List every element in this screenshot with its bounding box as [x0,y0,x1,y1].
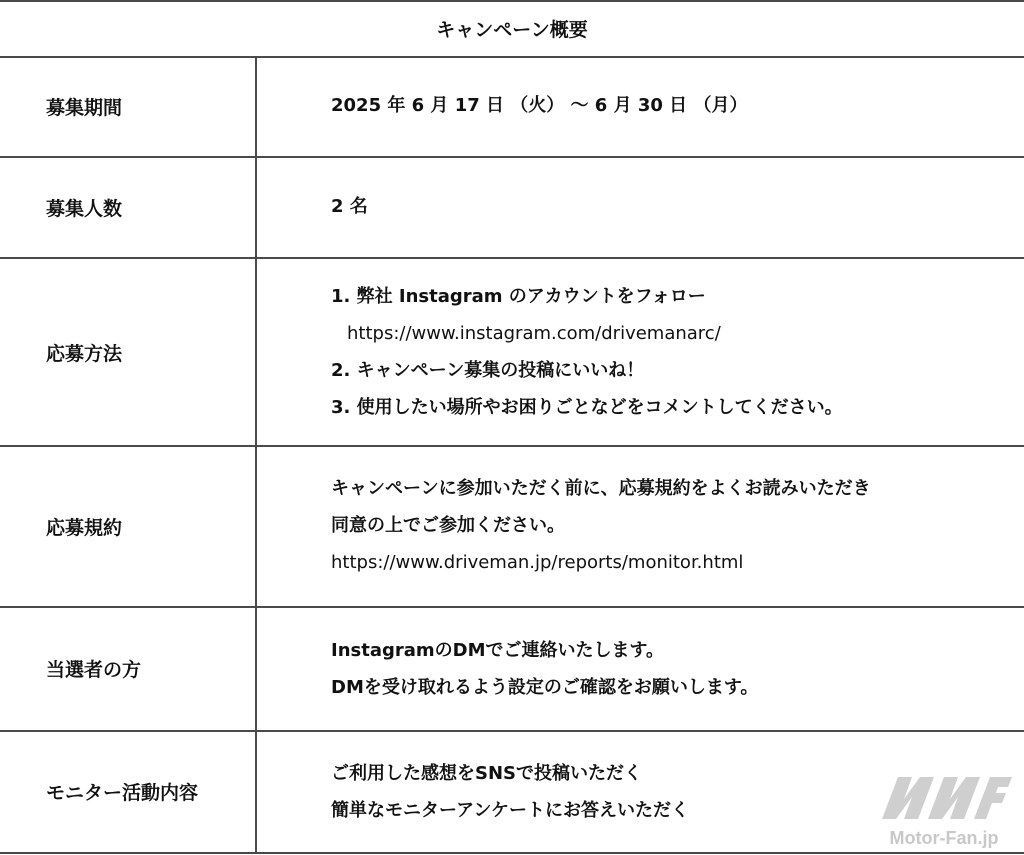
row-value-activities [331,755,689,829]
table-caption: キャンペーン概要 [436,18,588,41]
row-label-period [46,56,122,156]
table-divider [0,445,1024,447]
row-value-period [331,87,747,124]
value-line: 2025 年 6 月 17 日 （火） ～ 6 月 30 日 （月） [331,95,748,116]
value-line: 1. 弊社 Instagram のアカウントをフォロー [331,286,706,307]
row-label-activities [46,731,198,852]
instagram-url[interactable]: https://www.instagram.com/drivemanarc/ [347,323,721,344]
row-label-winners [46,607,141,730]
value-line: InstagramのDMでご連絡いたします。 [331,640,665,661]
row-value-winners [331,632,758,706]
table-divider [0,257,1024,259]
value-line: ご利用した感想をSNSで投稿いただく [331,763,642,784]
row-label-terms [46,446,122,606]
value-line: 簡単なモニターアンケートにお答えいただく [331,800,690,821]
terms-url[interactable]: https://www.driveman.jp/reports/monitor.html [331,552,744,573]
row-label-text: 応募規約 [46,516,123,539]
row-label-count [46,157,122,257]
row-label-text: 当選者の方 [46,659,142,681]
value-line: 同意の上でご参加ください。 [331,515,565,536]
watermark-text: Motor-Fan.jp [889,828,999,848]
table-divider [0,606,1024,608]
row-value-count [331,188,368,225]
row-label-text: モニター活動内容 [46,782,199,804]
row-label-text: 応募方法 [46,342,123,365]
value-line: 3. 使用したい場所やお困りごとなどをコメントしてください。 [331,397,843,418]
value-line: DMを受け取れるよう設定のご確認をお願いします。 [331,677,759,698]
column-divider [255,56,257,853]
table-divider [0,156,1024,158]
row-label-text: 募集期間 [46,96,123,119]
table-divider [0,56,1024,58]
value-line: 2 名 [331,196,368,217]
row-value-terms [331,470,871,581]
row-label-text: 募集人数 [46,197,123,220]
value-line: キャンペーンに参加いただく前に、応募規約をよくお読みいただき [331,478,871,499]
motor-fan-logo-icon [874,769,1014,825]
row-label-method [46,258,122,446]
row-value-method [331,278,843,426]
table-border-bottom [0,852,1024,854]
motor-fan-watermark [874,769,1014,849]
value-line: 2. キャンペーン募集の投稿にいいね！ [331,360,645,381]
